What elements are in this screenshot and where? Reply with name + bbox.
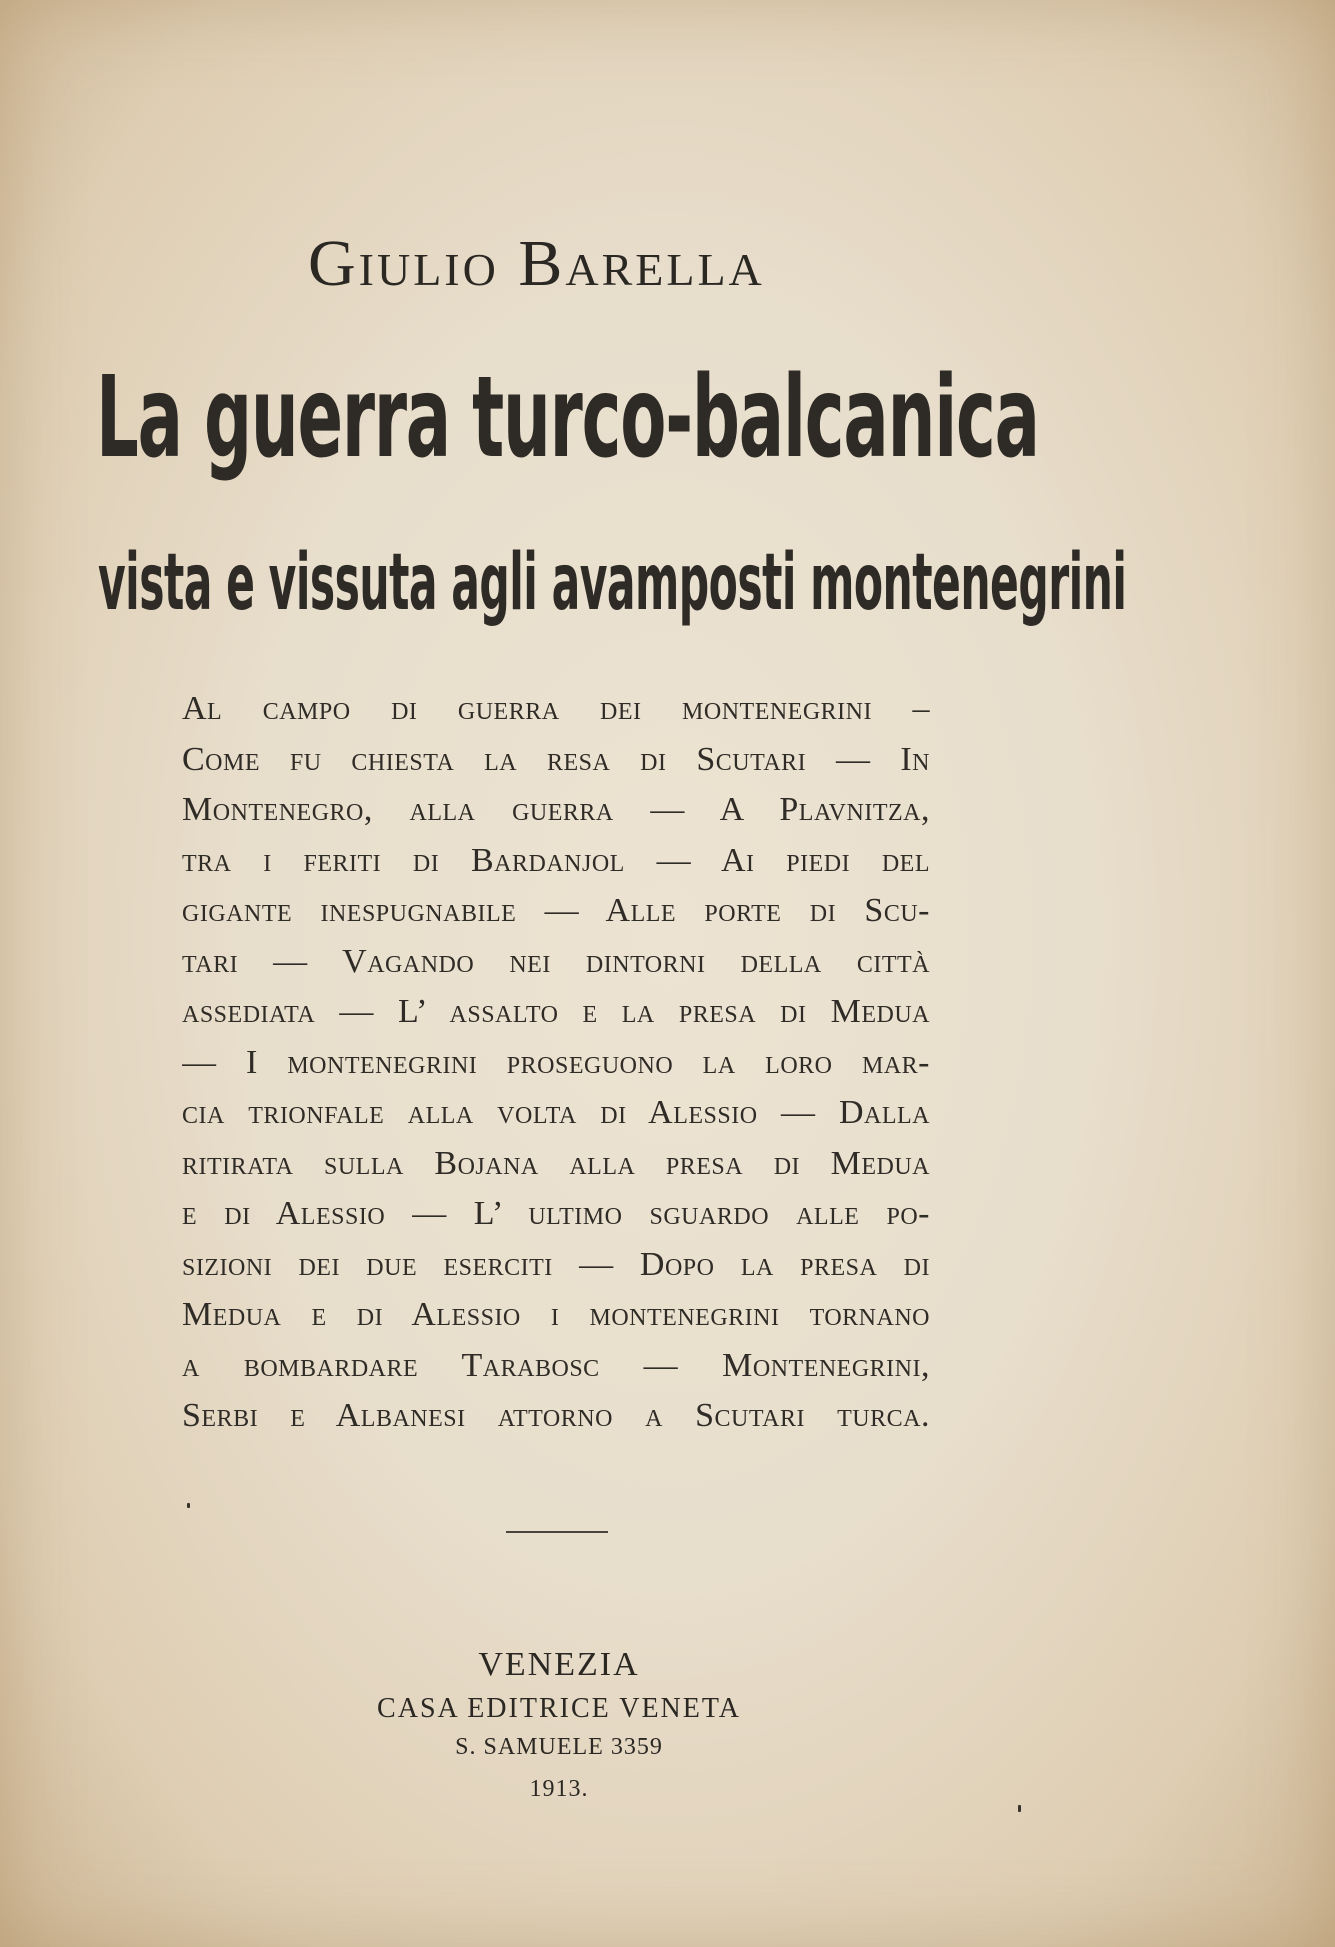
imprint-publisher: CASA EDITRICE VENETA [377, 1693, 741, 1724]
summary-line: Al campo di guerra dei montenegrini – [182, 690, 930, 727]
paper-speck [1018, 1805, 1021, 1812]
contents-summary [182, 684, 930, 1442]
imprint-city: VENEZIA [478, 1646, 640, 1683]
paper-speck [187, 1503, 190, 1508]
summary-line: e di Alessio — L’ ultimo sguardo alle po- [182, 1195, 930, 1232]
book-subtitle [98, 538, 1127, 628]
summary-line: Montenegro, alla guerra — A Plavnitza, [182, 791, 930, 828]
book-title [96, 353, 1039, 517]
summary-line: tra i feriti di Bardanjol — Ai piedi del [182, 841, 930, 879]
summary-line: a bombardare Tarabosc — Montenegrini, [182, 1346, 930, 1384]
book-subtitle-text: vista e vissuta agli avamposti montenegrini [98, 538, 1127, 628]
summary-line: Medua e di Alessio i montenegrini tornano [182, 1296, 930, 1333]
author-text: Giulio Barella [308, 227, 765, 300]
summary-line: gigante inespugnabile — Alle porte di Scu- [182, 892, 930, 929]
summary-line: assediata — L’ assalto e la presa di Medua [182, 993, 930, 1030]
summary-line: ritirata sulla Bojana alla presa di Medua [182, 1144, 930, 1182]
imprint-address: S. SAMUELE 3359 [455, 1734, 663, 1760]
summary-line: sizioni dei due eserciti — Dopo la presa di [182, 1245, 930, 1283]
summary-line: Serbi e Albanesi attorno a Scutari turca. [182, 1397, 930, 1434]
summary-line: — I montenegrini proseguono la loro mar- [182, 1043, 930, 1081]
summary-line: cia trionfale alla volta di Alessio — Dalla [182, 1094, 930, 1131]
imprint-year: 1913. [529, 1776, 589, 1802]
divider-rule [506, 1531, 608, 1533]
summary-line: tari — Vagando nei dintorni della città [182, 942, 930, 980]
summary-line: Come fu chiesta la resa di Scutari — In [182, 740, 930, 778]
book-title-text: La guerra turco-balcanica [96, 353, 1039, 483]
